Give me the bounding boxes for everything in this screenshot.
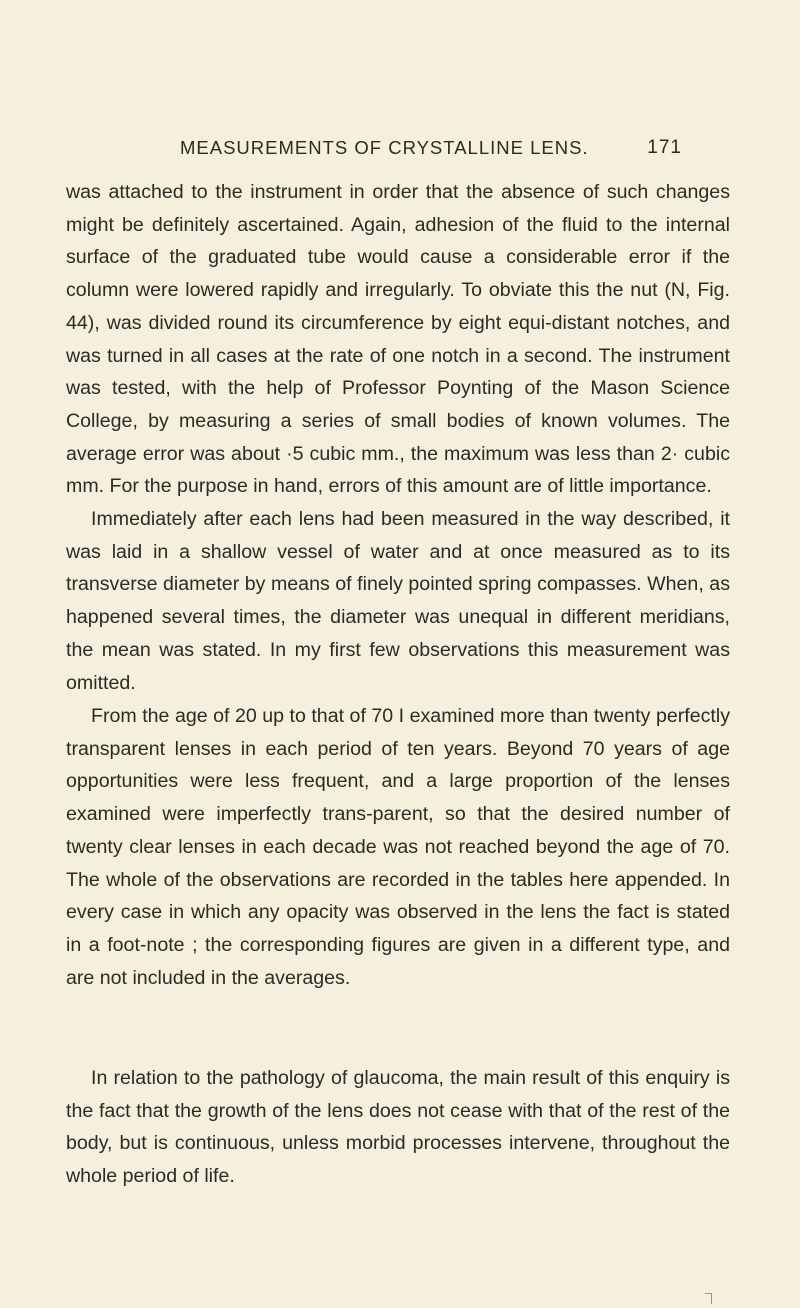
running-header — [180, 133, 682, 163]
paragraph-age-observations: From the age of 20 up to that of 70 I examined more than twenty perfectly transparent lenses in each period of ten years. Beyond 70 years of age opportunities were less frequent, and a large proportion of the lenses examined were imperfectly trans-parent, so that the desired number of twenty clear lenses in each decade was not reached beyond the age of 70. The whole of the observations are recorded in the tables here appended. In every case in which any opacity was observed in the lens the fact is stated in a foot-note ; the corresponding figures are given in a different type, and are not included in the averages. — [66, 705, 730, 989]
paragraph-glaucoma: In relation to the pathology of glaucoma, the main result of this enquiry is the fact that the growth of the lens does not cease with that of the rest of the body, but is continuous, unless morbid processes intervene, throughout the whole period of life. — [66, 1067, 730, 1188]
paragraph-continued: was attached to the instrument in order that the absence of such changes might be definitely ascertained. Again, adhesion of the fluid to the internal surface of the graduated tube would cause a considerable error if the column were lowered rapidly and irregularly. To obviate this the nut (N, Fig. 44), was divided round its circumference by eight equi-distant notches, and was turned in all cases at the rate of one notch in a second. The instrument was tested, with the help of Professor Poynting of the Mason Science College, by measuring a series of small bodies of known volumes. The average error was about ·5 cubic mm., the maximum was less than 2· cubic mm. For the purpose in hand, errors of this amount are of little importance. — [66, 181, 730, 498]
paragraph-lens-diameter: Immediately after each lens had been measured in the way described, it was laid in a shallow vessel of water and at once measured as to its transverse diameter by means of finely pointed spring compasses. When, as happened several times, the diameter was unequal in different meridians, the mean was stated. In my first few observations this measurement was omitted. — [66, 508, 730, 694]
page-corner-mark — [705, 1293, 712, 1304]
page-number: 171 — [647, 137, 682, 158]
header-title: MEASUREMENTS OF CRYSTALLINE LENS. — [180, 137, 589, 158]
